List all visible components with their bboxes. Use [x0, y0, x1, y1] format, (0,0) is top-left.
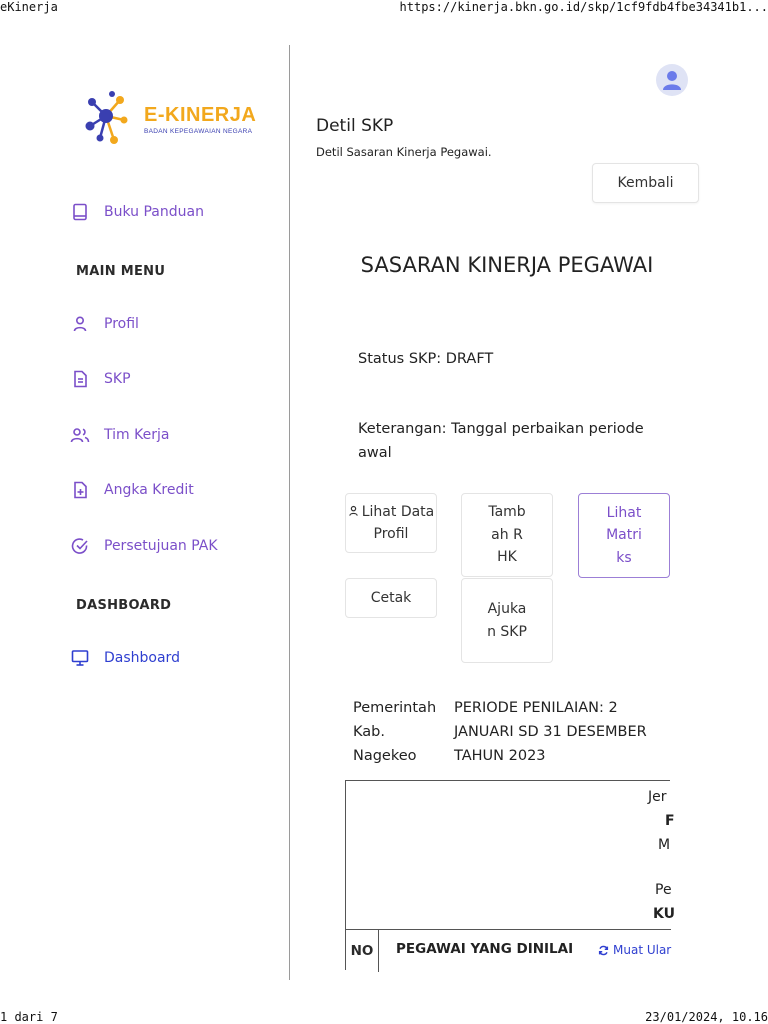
sidebar-item-profil[interactable]: [70, 313, 139, 335]
sidebar-item-label: Profil: [104, 316, 139, 332]
clipped-text: F: [665, 813, 675, 829]
column-header-no: NO: [346, 930, 379, 972]
clipped-text: Pe: [655, 882, 672, 898]
ajukan-skp-label: Ajukan SKP: [487, 601, 527, 640]
sidebar-item-label: SKP: [104, 371, 131, 387]
print-datetime: 23/01/2024, 10.16: [645, 1010, 768, 1024]
sidebar-item-persetujuan-pak[interactable]: [70, 535, 218, 557]
file-plus-icon: [70, 480, 90, 500]
print-page-number: 1 dari 7: [0, 1010, 58, 1024]
refresh-icon: [598, 945, 609, 956]
page-title: Detil SKP: [316, 116, 394, 136]
logo-subtitle: BADAN KEPEGAWAIAN NEGARA: [144, 128, 253, 135]
document-icon: [70, 369, 90, 389]
sidebar-item-label: Persetujuan PAK: [104, 538, 218, 554]
page-subtitle: Detil Sasaran Kinerja Pegawai.: [316, 145, 492, 159]
dashboard-section-title: DASHBOARD: [76, 598, 172, 613]
reload-label: Muat Ular: [613, 943, 672, 957]
sidebar-item-skp[interactable]: [70, 368, 131, 390]
column-header-pegawai: PEGAWAI YANG DINILAI: [396, 941, 574, 957]
sidebar-item-buku-panduan[interactable]: [70, 201, 204, 223]
cetak-button[interactable]: Cetak: [345, 578, 437, 618]
user-icon: [70, 314, 90, 334]
skp-status: Status SKP: DRAFT: [358, 351, 494, 367]
table-header-row: [346, 929, 671, 971]
skp-heading: SASARAN KINERJA PEGAWAI: [360, 253, 654, 277]
lihat-matriks-button[interactable]: [578, 493, 670, 578]
sidebar-item-dashboard[interactable]: [70, 647, 180, 669]
instansi-name: Pemerintah Kab. Nagekeo: [353, 700, 437, 764]
logo-molecule-icon: [84, 90, 142, 148]
clipped-text: M: [658, 837, 671, 853]
main-menu-title: MAIN MENU: [76, 264, 166, 279]
lihat-data-profil-label: Lihat Data Profil: [361, 503, 435, 542]
logo-name: E-KINERJA: [144, 104, 257, 126]
sidebar-item-angka-kredit[interactable]: [70, 479, 194, 501]
sidebar-item-label: Angka Kredit: [104, 482, 194, 498]
skp-table: [345, 780, 675, 970]
monitor-icon: [70, 648, 90, 668]
app-logo[interactable]: [84, 90, 264, 150]
tambah-rhk-button[interactable]: [461, 493, 553, 577]
clipped-text: KU: [653, 906, 675, 922]
sidebar-item-tim-kerja[interactable]: [70, 424, 169, 446]
reload-button[interactable]: [598, 943, 671, 957]
sidebar: [0, 45, 290, 980]
print-url: https://kinerja.bkn.go.id/skp/1cf9fdb4fbe34341b1...: [399, 0, 768, 14]
ajukan-skp-button[interactable]: [461, 578, 553, 663]
avatar-person-icon: [661, 68, 683, 92]
sidebar-item-label: Buku Panduan: [104, 204, 204, 220]
print-page-title: eKinerja: [0, 0, 58, 14]
sidebar-item-label: Dashboard: [104, 650, 180, 666]
user-icon: [348, 505, 359, 517]
back-button[interactable]: Kembali: [592, 163, 699, 203]
check-circle-icon: [70, 536, 90, 556]
lihat-data-profil-button[interactable]: [345, 493, 437, 553]
book-icon: [70, 202, 90, 222]
user-avatar[interactable]: [656, 64, 688, 96]
periode-penilaian: PERIODE PENILAIAN: 2 JANUARI SD 31 DESEMBER TAHUN 2023: [454, 700, 647, 764]
tambah-rhk-label: Tambah RHK: [488, 504, 526, 566]
clipped-text: Jer: [648, 789, 667, 805]
skp-keterangan: Keterangan: Tanggal perbaikan periode awal: [358, 421, 644, 461]
users-icon: [70, 425, 90, 445]
sidebar-item-label: Tim Kerja: [104, 427, 170, 443]
lihat-matriks-label: Lihat Matriks: [606, 504, 642, 566]
